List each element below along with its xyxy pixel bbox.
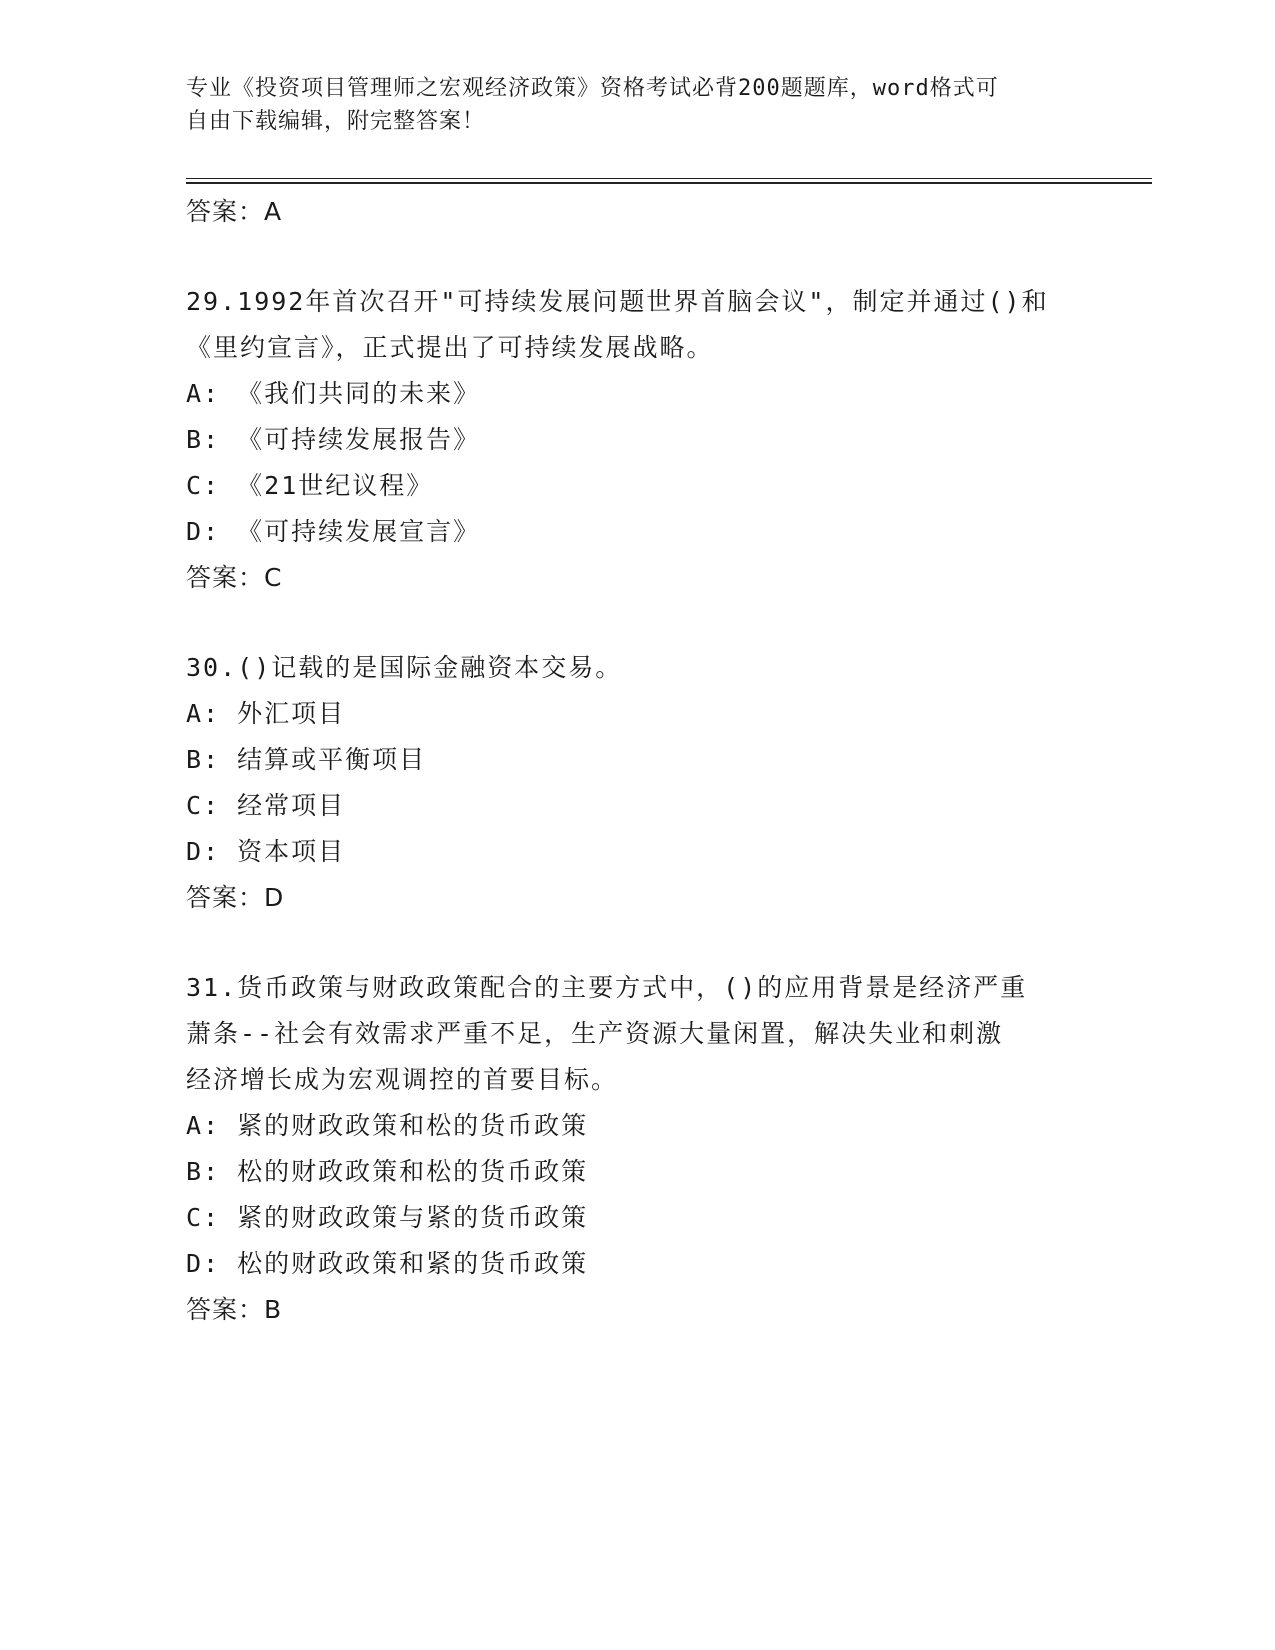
previous-answer: 答案：A — [186, 197, 283, 226]
question-text-line: 萧条--社会有效需求严重不足，生产资源大量闲置，解决失业和刺激 — [186, 1019, 1004, 1048]
option-c: C: 《21世纪议程》 — [186, 471, 434, 500]
option-a: A: 紧的财政政策和松的货币政策 — [186, 1111, 589, 1140]
header-divider-thin — [186, 178, 1152, 179]
option-c: C: 经常项目 — [186, 791, 346, 820]
question-block — [186, 645, 1086, 921]
option-a: A: 外汇项目 — [186, 699, 346, 728]
question-text-line: 30.()记载的是国际金融资本交易。 — [186, 653, 623, 682]
spacer — [186, 601, 1086, 645]
question-text-line: 29.1992年首次召开"可持续发展问题世界首脑会议"，制定并通过()和 — [186, 287, 1049, 316]
option-a: A: 《我们共同的未来》 — [186, 379, 481, 408]
option-b: B: 《可持续发展报告》 — [186, 425, 481, 454]
header-line-1: 专业《投资项目管理师之宏观经济政策》资格考试必背200题题库，word格式可 — [186, 76, 999, 101]
answer-line: 答案：C — [186, 563, 283, 592]
spacer — [186, 235, 1086, 279]
answer-line: 答案：D — [186, 883, 285, 912]
option-c: C: 紧的财政政策与紧的货币政策 — [186, 1203, 589, 1232]
option-d: D: 资本项目 — [186, 837, 346, 866]
header-divider-thick — [186, 182, 1152, 184]
option-d: D: 松的财政政策和紧的货币政策 — [186, 1249, 589, 1278]
option-b: B: 松的财政政策和松的货币政策 — [186, 1157, 589, 1186]
question-text-line: 31.货币政策与财政政策配合的主要方式中，()的应用背景是经济严重 — [186, 973, 1028, 1002]
question-text-line: 《里约宣言》，正式提出了可持续发展战略。 — [186, 333, 714, 362]
spacer — [186, 921, 1086, 965]
question-text-line: 经济增长成为宏观调控的首要目标。 — [186, 1065, 619, 1094]
question-block — [186, 279, 1086, 601]
document-body — [186, 189, 1086, 1333]
option-d: D: 《可持续发展宣言》 — [186, 517, 481, 546]
option-b: B: 结算或平衡项目 — [186, 745, 427, 774]
page-header — [186, 72, 1066, 138]
answer-line: 答案：B — [186, 1295, 283, 1324]
question-block — [186, 965, 1086, 1333]
header-line-2: 自由下载编辑，附完整答案！ — [186, 109, 486, 134]
